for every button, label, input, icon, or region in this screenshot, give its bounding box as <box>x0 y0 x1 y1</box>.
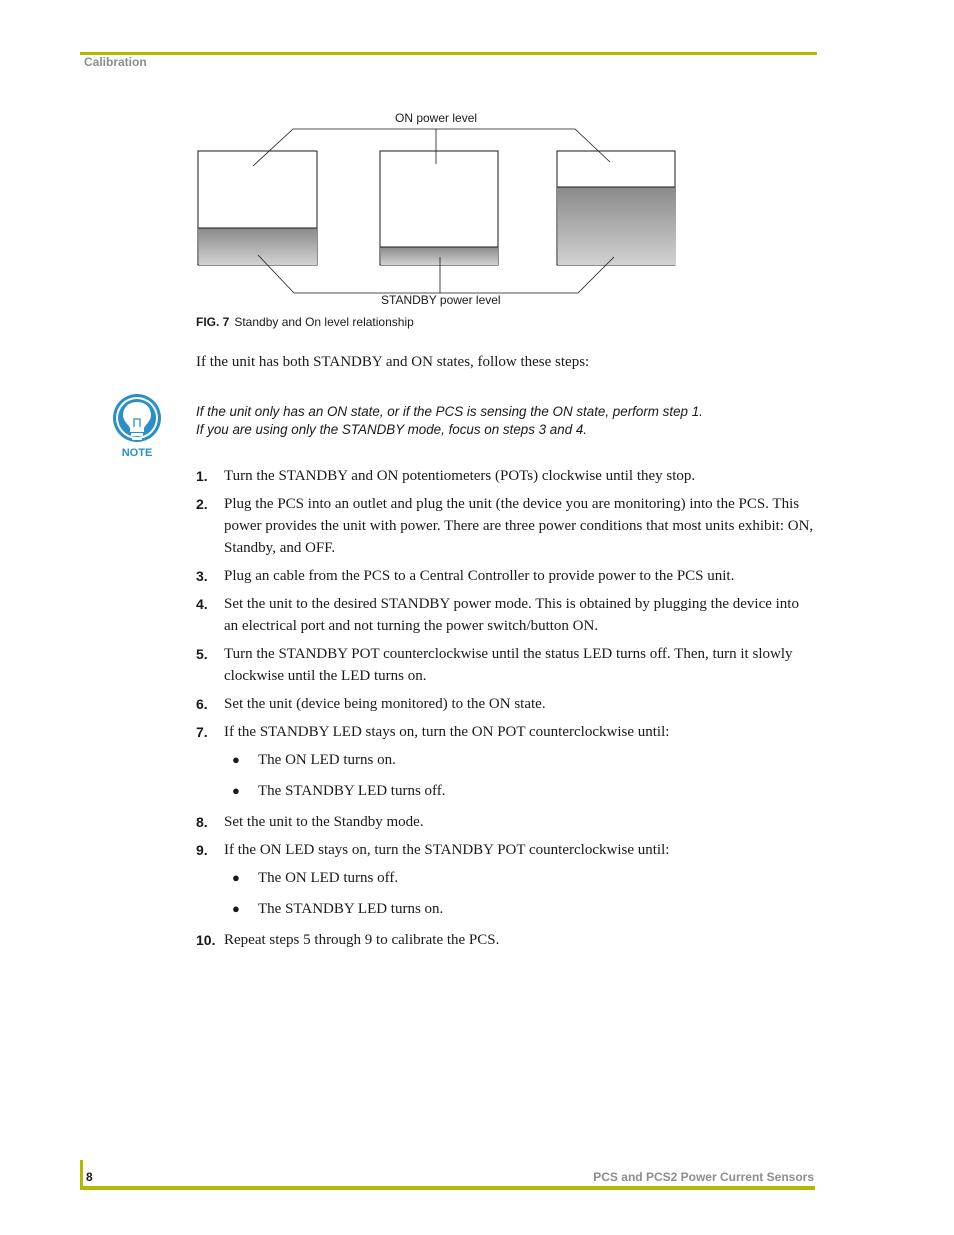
step-7-bullets <box>232 749 816 802</box>
bullet-item <box>232 780 816 802</box>
figure-number: FIG. 7 <box>196 315 230 329</box>
bullet-item <box>232 749 816 771</box>
figure-standby-on-levels <box>190 108 690 308</box>
step-text: Set the unit to the Standby mode. <box>224 814 424 830</box>
level-diagram <box>190 108 690 308</box>
bullet-dot-icon: ● <box>232 901 240 916</box>
step-number: 6. <box>196 696 208 712</box>
bullet-text: The ON LED turns on. <box>258 752 396 768</box>
bullet-item <box>232 898 816 920</box>
on-power-level-label: ON power level <box>395 111 478 125</box>
step-7 <box>196 721 816 743</box>
intro-paragraph: If the unit has both STANDBY and ON states, follow these steps: <box>196 354 590 370</box>
bullet-text: The STANDBY LED turns off. <box>258 783 446 799</box>
step-2 <box>196 493 816 559</box>
step-4 <box>196 593 816 637</box>
step-text: If the STANDBY LED stays on, turn the ON POT counterclockwise until: <box>224 724 670 740</box>
bullet-dot-icon: ● <box>232 752 240 767</box>
step-text: Set the unit (device being monitored) to the ON state. <box>224 696 546 712</box>
footer-rule <box>80 1186 815 1190</box>
step-5 <box>196 643 816 687</box>
bullet-text: The STANDBY LED turns on. <box>258 901 444 917</box>
step-text: Plug an cable from the PCS to a Central Controller to provide power to the PCS unit. <box>224 568 735 584</box>
step-9-bullets <box>232 867 816 920</box>
step-10 <box>196 929 816 951</box>
document-title: PCS and PCS2 Power Current Sensors <box>593 1170 814 1184</box>
section-label: Calibration <box>84 55 147 69</box>
bullet-item <box>232 867 816 889</box>
standby-power-level-label: STANDBY power level <box>381 293 501 307</box>
step-6 <box>196 693 816 715</box>
step-number: 9. <box>196 842 208 858</box>
step-number: 5. <box>196 646 208 662</box>
step-number: 10. <box>196 932 216 948</box>
header-rule <box>80 52 817 55</box>
step-text: Repeat steps 5 through 9 to calibrate the PCS. <box>224 932 500 948</box>
note-line: If the unit only has an ON state, or if the PCS is sensing the ON state, perform step 1. <box>196 404 703 419</box>
note-lightbulb-icon <box>109 391 165 461</box>
step-text: Set the unit to the desired STANDBY power mode. This is obtained by plugging the device into an electrical port and not turning the power switch/button ON. <box>224 596 799 634</box>
step-9 <box>196 839 816 861</box>
figure-caption-text: Standby and On level relationship <box>234 315 414 329</box>
note-text <box>196 403 703 439</box>
calibration-steps <box>196 465 816 957</box>
step-8 <box>196 811 816 833</box>
step-number: 7. <box>196 724 208 740</box>
step-number: 1. <box>196 468 208 484</box>
step-3 <box>196 565 816 587</box>
level-fill-3 <box>558 187 676 265</box>
step-number: 3. <box>196 568 208 584</box>
step-text: Turn the STANDBY POT counterclockwise until the status LED turns off. Then, turn it slowly clockwise until the LED turns on. <box>224 646 793 684</box>
bullet-dot-icon: ● <box>232 783 240 798</box>
level-fill-1 <box>199 228 317 265</box>
step-number: 2. <box>196 496 208 512</box>
figure-caption <box>196 315 414 329</box>
step-number: 4. <box>196 596 208 612</box>
step-text: Turn the STANDBY and ON potentiometers (POTs) clockwise until they stop. <box>224 468 696 484</box>
step-text: If the ON LED stays on, turn the STANDBY POT counterclockwise until: <box>224 842 670 858</box>
page-number: 8 <box>86 1170 93 1184</box>
level-fill-2 <box>381 247 498 265</box>
bullet-text: The ON LED turns off. <box>258 870 399 886</box>
note-line: If you are using only the STANDBY mode, focus on steps 3 and 4. <box>196 422 588 437</box>
bullet-dot-icon: ● <box>232 870 240 885</box>
step-number: 8. <box>196 814 208 830</box>
note-icon-label: NOTE <box>121 447 153 459</box>
step-text: Plug the PCS into an outlet and plug the unit (the device you are monitoring) into the PCS. This power provides the unit with power. There are three power conditions that most units exhibit: ON, Standby, and OFF. <box>224 496 814 556</box>
step-1 <box>196 465 816 487</box>
